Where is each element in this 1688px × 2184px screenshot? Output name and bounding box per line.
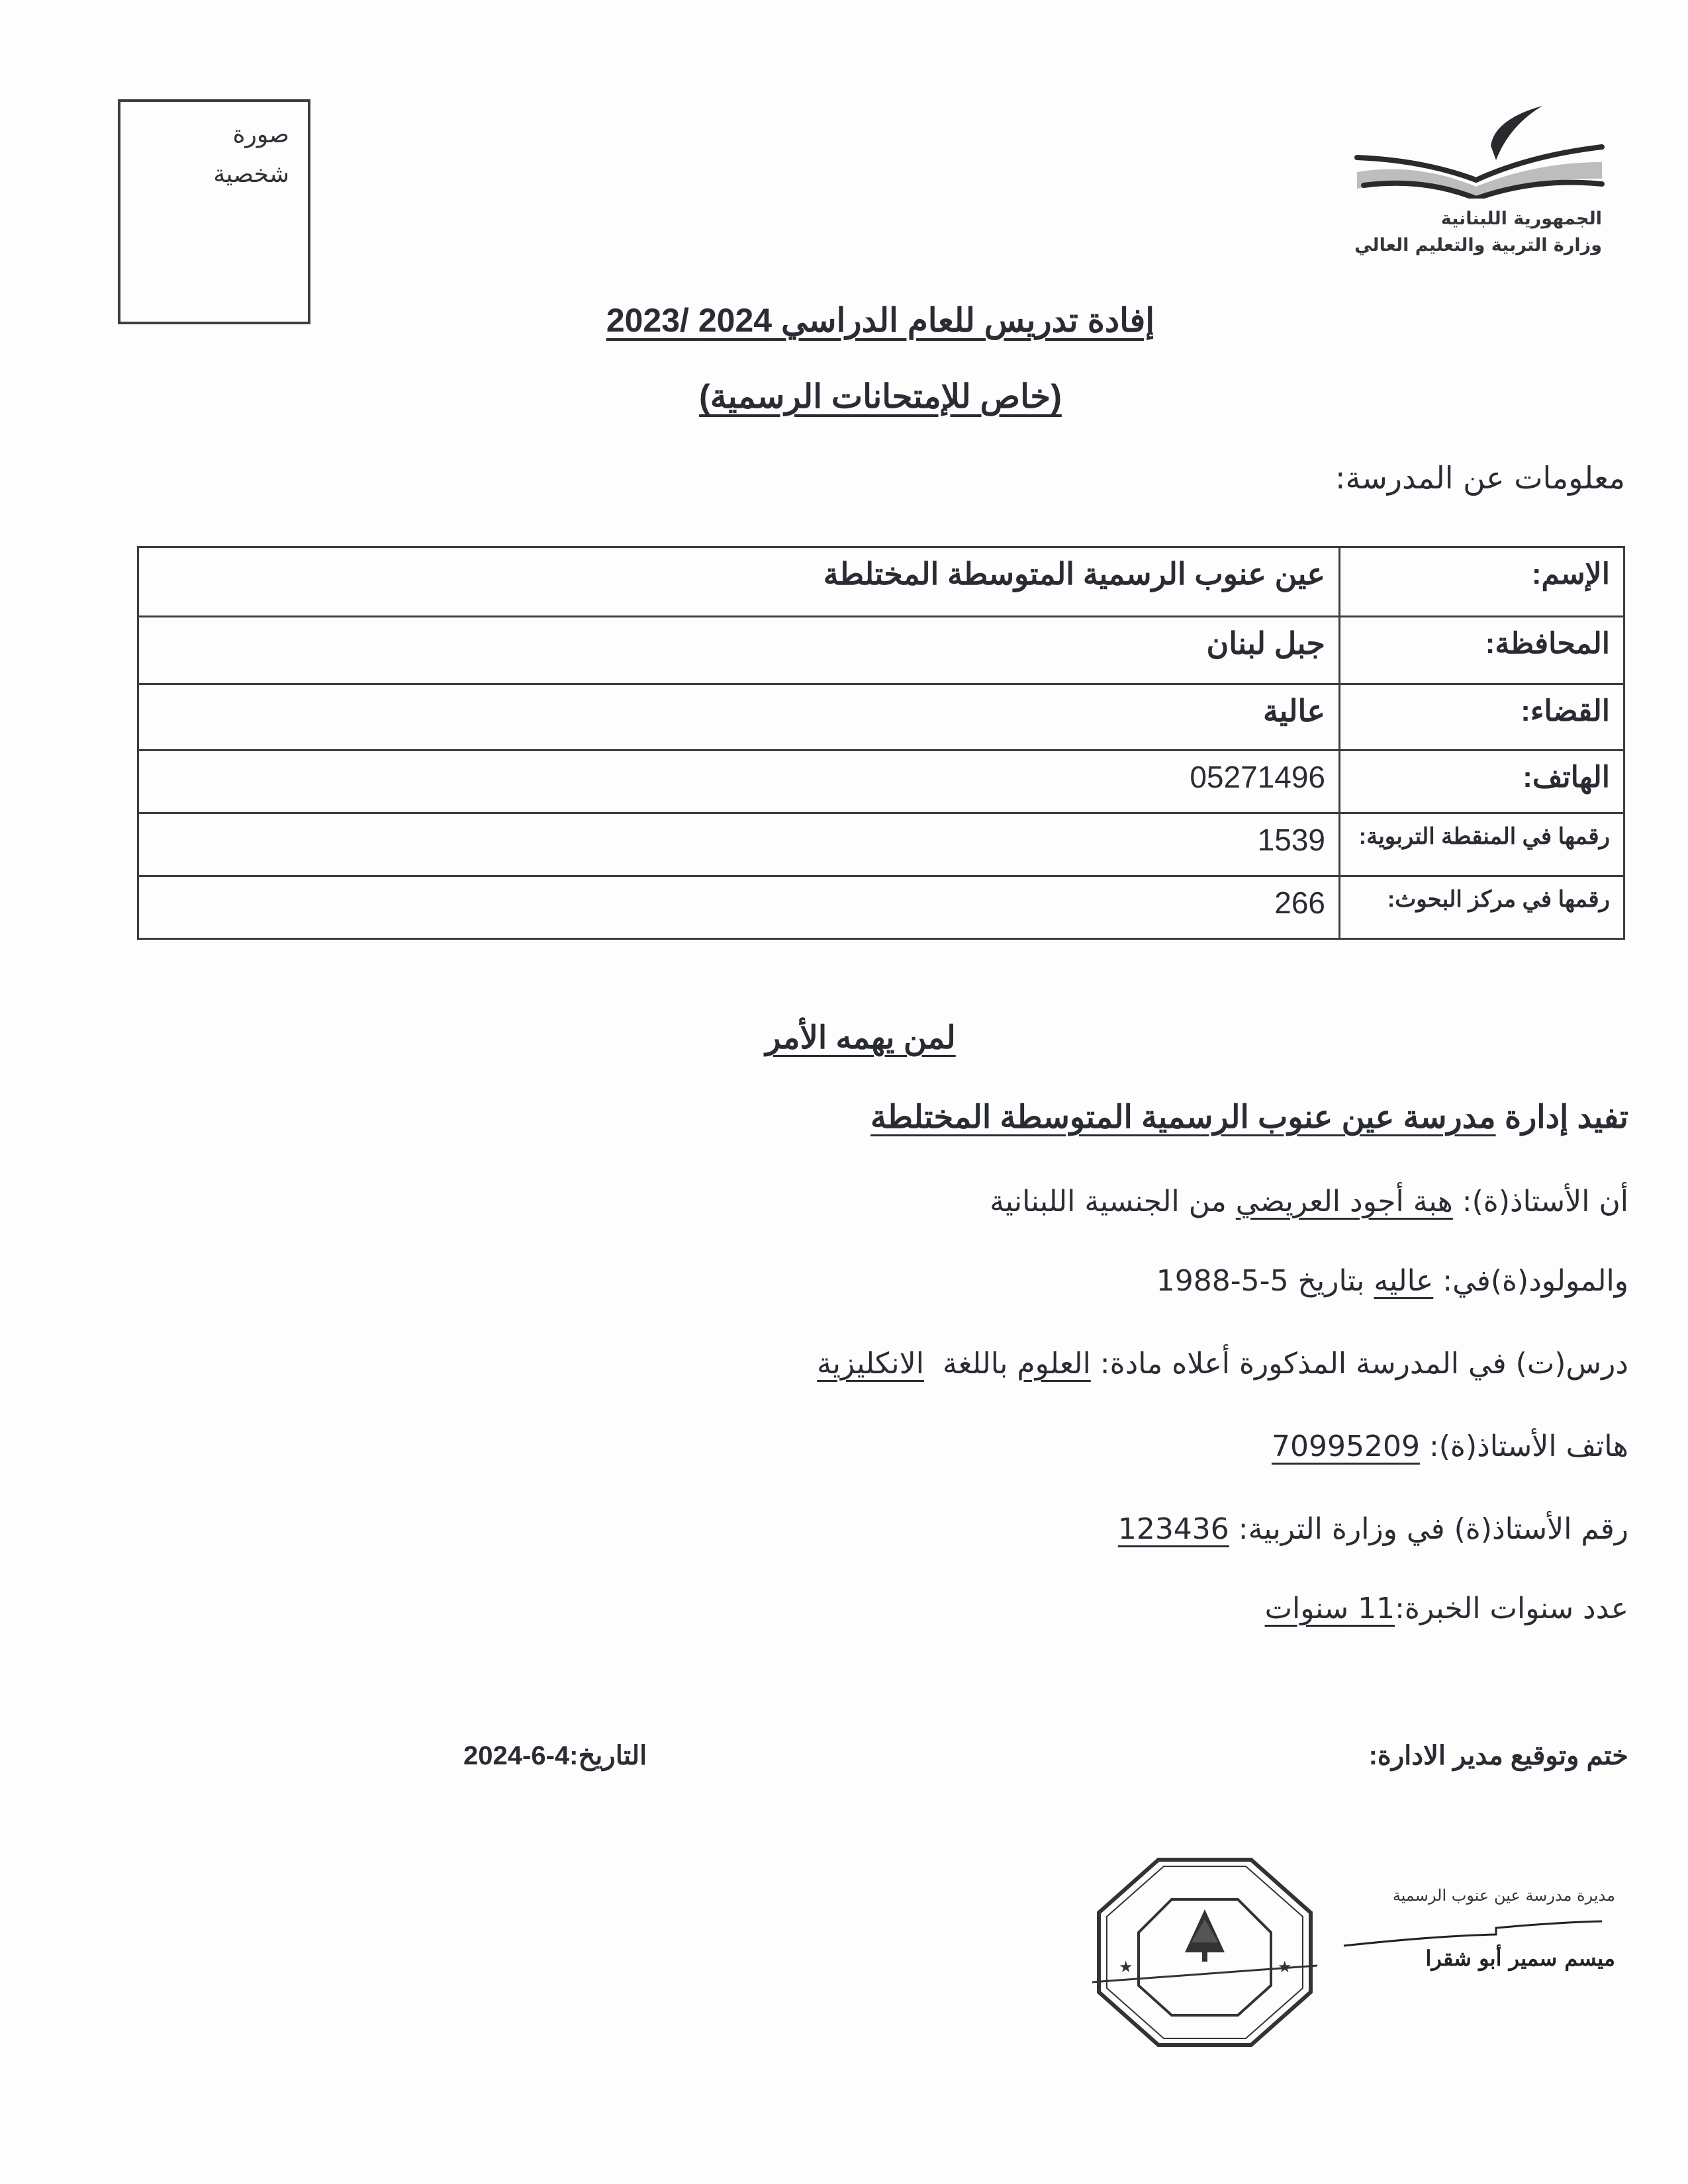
row-label: الإسم:: [1340, 547, 1624, 617]
photo-label-line2: شخصية: [213, 161, 289, 188]
text: هاتف الأستاذ(ة):: [1419, 1430, 1628, 1463]
table-row: [138, 547, 1624, 617]
row-label: رقمها في مركز البحوث:: [1340, 876, 1624, 939]
teacher-name: هبة أجود العريضي: [1235, 1185, 1453, 1218]
row-label: رقمها في المنقطة التربوية:: [1340, 813, 1624, 876]
row-label: الهاتف:: [1340, 751, 1624, 813]
text: أن الأستاذ(ة):: [1452, 1185, 1628, 1218]
body-line-phone: [1272, 1430, 1628, 1463]
row-label: القضاء:: [1340, 684, 1624, 751]
text: عدد سنوات الخبرة:: [1395, 1592, 1628, 1625]
body-line-birth: [1156, 1264, 1628, 1298]
director-signature: [1337, 1886, 1615, 1992]
logo-republic-text: الجمهورية اللبنانية: [1440, 208, 1602, 229]
body-line-subject: [817, 1347, 1628, 1381]
to-whom-heading: لمن يهمه الأمر: [765, 1021, 956, 1056]
experience-years: 11: [1348, 1592, 1395, 1625]
photo-label-line1: صورة: [232, 121, 289, 148]
sign-label: ختم وتوقيع مدير الادارة:: [1368, 1741, 1628, 1770]
text: والمولود(ة)في:: [1433, 1264, 1628, 1298]
body-line-school: [870, 1099, 1628, 1136]
birth-place: عاليه: [1374, 1264, 1434, 1298]
teacher-phone: 70995209: [1272, 1430, 1420, 1463]
stamp-seal-icon: [1092, 1853, 1317, 2052]
svg-text:★: ★: [1119, 1958, 1133, 1976]
school-name: مدرسة عين عنوب الرسمية المتوسطة المختلطة: [870, 1100, 1496, 1135]
row-value: عالية: [138, 684, 1340, 751]
text: رقم الأستاذ(ة) في وزارة التربية:: [1229, 1512, 1628, 1546]
row-value: 1539: [138, 813, 1340, 876]
document-title: إفادة تدريس للعام الدراسي 2024 /2023: [606, 302, 1155, 339]
school-stamp: [1092, 1853, 1317, 2052]
school-info-table: [137, 546, 1625, 940]
row-value: عين عنوب الرسمية المتوسطة المختلطة: [138, 547, 1340, 617]
body-line-ministry-number: [1118, 1512, 1628, 1546]
text: باللغة: [924, 1347, 1017, 1381]
subject: العلوم: [1017, 1347, 1091, 1381]
text: من الجنسية اللبنانية: [990, 1185, 1236, 1218]
open-book-icon: [1337, 99, 1615, 199]
table-row: [138, 751, 1624, 813]
signature-name: ميسم سمير أبو شقرا: [1425, 1946, 1615, 1971]
ministry-logo: [1337, 99, 1615, 258]
document-date: التاريخ:4-6-2024: [463, 1741, 647, 1770]
text: درس(ت) في المدرسة المذكورة أعلاه مادة:: [1090, 1347, 1628, 1381]
svg-text:★: ★: [1278, 1958, 1292, 1976]
body-line-teacher: [990, 1185, 1628, 1218]
table-row: [138, 684, 1624, 751]
logo-ministry-text: وزارة التربية والتعليم العالي: [1354, 235, 1602, 255]
row-label: المحافظة:: [1340, 617, 1624, 684]
signature-title: مديرة مدرسة عين عنوب الرسمية: [1392, 1886, 1615, 1905]
table-row: [138, 876, 1624, 939]
body-line-experience: [1265, 1592, 1628, 1625]
row-value: 05271496: [138, 751, 1340, 813]
language: الانكليزية: [817, 1347, 924, 1381]
experience-unit: سنوات: [1264, 1592, 1349, 1625]
document-subtitle: (خاص للإمتحانات الرسمية): [699, 378, 1062, 415]
table-row: [138, 813, 1624, 876]
text: تفيد إدارة: [1495, 1100, 1628, 1135]
ministry-number: 123436: [1117, 1512, 1229, 1546]
personal-photo-box: [118, 99, 310, 324]
table-row: [138, 617, 1624, 684]
row-value: جبل لبنان: [138, 617, 1340, 684]
school-info-heading: معلومات عن المدرسة:: [1335, 460, 1625, 496]
birth-date: بتاريخ 5-5-1988: [1156, 1264, 1374, 1298]
row-value: 266: [138, 876, 1340, 939]
